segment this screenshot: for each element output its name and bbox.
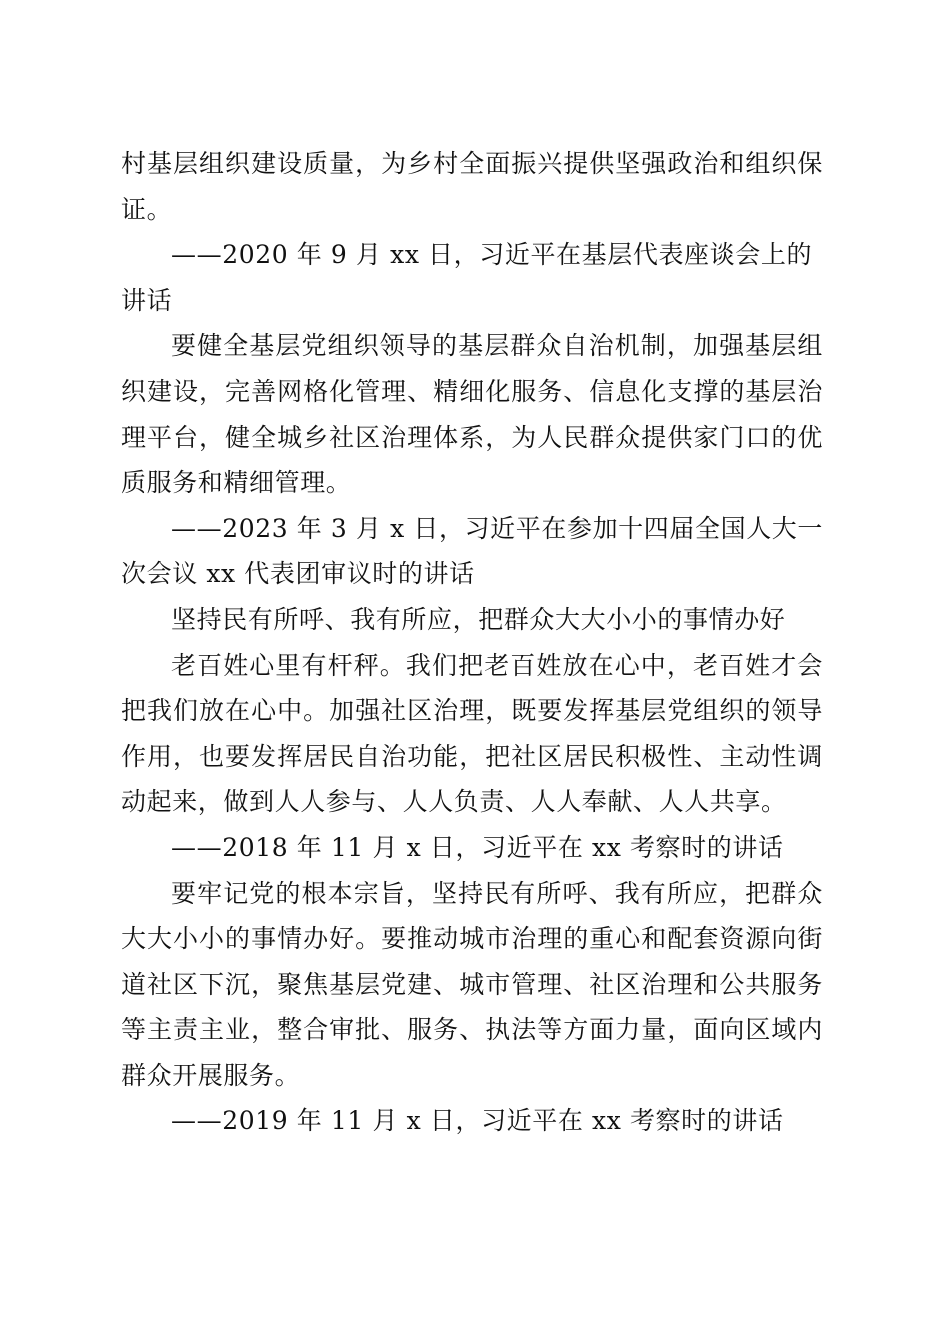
section-heading: 坚持民有所呼、我有所应，把群众大大小小的事情办好 (171, 604, 786, 634)
quote-source: ——2018 年 11 月 x 日，习近平在 xx 考察时的讲话 (171, 832, 784, 862)
quote-source: ——2023 年 3 月 x 日，习近平在参加十四届全国人大一次会议 xx 代表团审议时的讲话 (121, 513, 823, 589)
paragraph: 老百姓心里有杆秤。我们把老百姓放在心中，老百姓才会把我们放在心中。加强社区治理，既要发挥基层党组织的领导作用，也要发挥居民自治功能，把社区居民积极性、主动性调动起来，做到人人参与、人人负责、人人奉献、人人共享。 (121, 650, 823, 817)
paragraph: 要牢记党的根本宗旨，坚持民有所呼、我有所应，把群众大大小小的事情办好。要推动城市治理的重心和配套资源向街道社区下沉，聚焦基层党建、城市管理、社区治理和公共服务等主责主业，整合审批、服务、执法等方面力量，面向区域内群众开展服务。 (121, 878, 823, 1090)
paragraph-continuation: 村基层组织建设质量，为乡村全面振兴提供坚强政治和组织保证。 (121, 149, 823, 224)
document-body (121, 141, 823, 1144)
quote-source: ——2020 年 9 月 xx 日，习近平在基层代表座谈会上的讲话 (121, 240, 813, 315)
paragraph: 要健全基层党组织领导的基层群众自治机制，加强基层组织建设，完善网格化管理、精细化服务、信息化支撑的基层治理平台，健全城乡社区治理体系，为人民群众提供家门口的优质服务和精细管理。 (121, 331, 823, 498)
quote-source: ——2019 年 11 月 x 日，习近平在 xx 考察时的讲话 (171, 1106, 784, 1136)
